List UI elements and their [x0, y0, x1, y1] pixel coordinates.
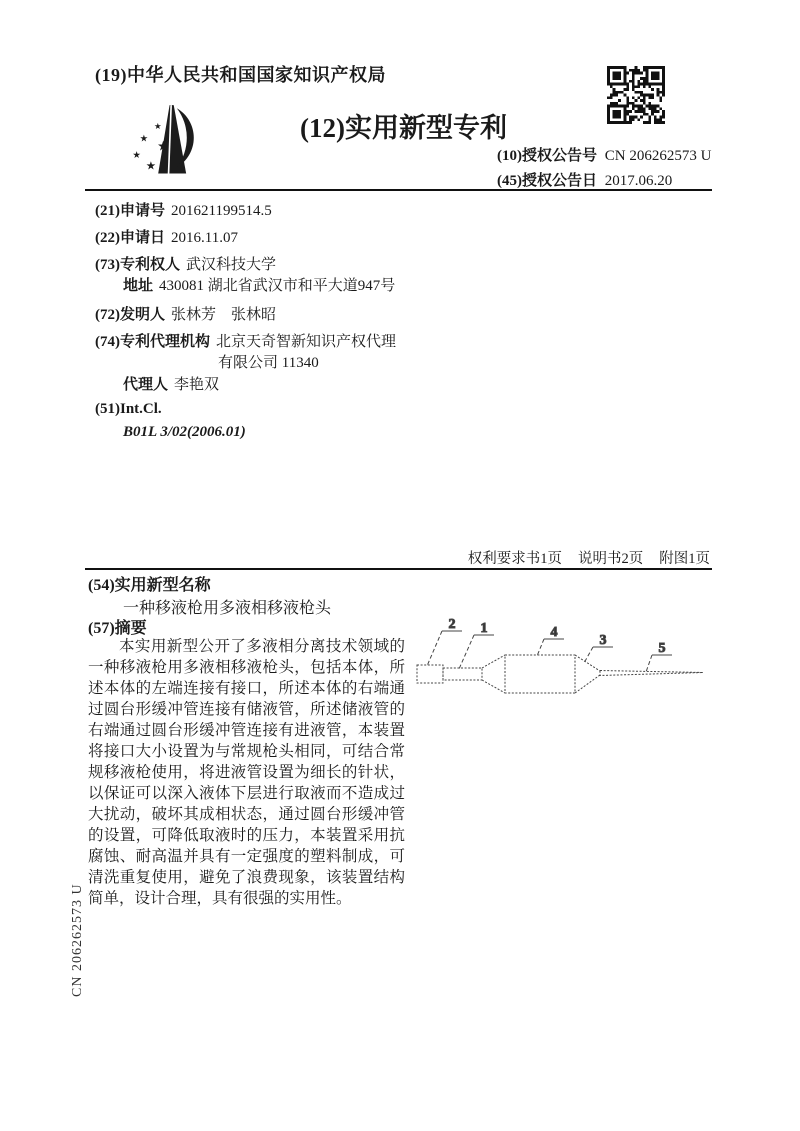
application-date-value: 2016.11.07 — [171, 230, 238, 246]
svg-text:★: ★ — [145, 160, 156, 173]
figure-storage-part — [505, 655, 575, 693]
figure-body-part — [443, 668, 482, 680]
int-cl-row — [95, 401, 168, 418]
int-cl-label: (51)Int.Cl. — [95, 401, 162, 417]
header-divider — [85, 189, 712, 191]
inventors-value: 张林芳 张林昭 — [171, 307, 277, 323]
agency-label: (74)专利代理机构 — [95, 334, 210, 350]
document-parts-summary — [468, 547, 710, 568]
int-cl-value-row — [95, 424, 246, 441]
abstract-label: (57)摘要 — [88, 620, 147, 637]
svg-text:★: ★ — [139, 134, 148, 145]
address-row — [95, 278, 395, 295]
address-label: 地址 — [123, 278, 154, 294]
agency-value: 北京天奇智新知识产权代理 — [216, 334, 397, 350]
application-date-label: (22)申请日 — [95, 230, 165, 246]
drawings-pages: 附图1页 — [659, 551, 710, 567]
document-type-title: (12)实用新型专利 — [300, 113, 507, 143]
agency-cont-row — [95, 355, 319, 372]
inventors-row — [95, 307, 276, 324]
claims-pages: 权利要求书1页 — [467, 551, 562, 567]
sipo-logo-icon — [123, 101, 211, 189]
svg-text:★: ★ — [157, 138, 170, 154]
agent-label: 代理人 — [123, 377, 169, 393]
svg-text:★: ★ — [132, 150, 141, 161]
title-section-label — [88, 572, 211, 595]
publication-block — [497, 144, 777, 194]
agency-row — [95, 334, 396, 351]
application-number-value: 201621199514.5 — [171, 203, 272, 219]
inventors-label: (72)发明人 — [95, 307, 165, 323]
figure-ref-3: 3 — [599, 633, 607, 648]
application-date-row — [95, 230, 238, 247]
side-document-code: CN 206262573 U — [70, 883, 85, 997]
figure-needle-part — [600, 671, 703, 676]
issuing-office: (19)中华人民共和国国家知识产权局 — [95, 65, 386, 85]
publication-number-label: (10)授权公告号 — [497, 148, 597, 164]
agent-row — [95, 377, 219, 394]
publication-number-value: CN 206262573 U — [604, 148, 712, 164]
figure-ref-2: 2 — [448, 617, 456, 632]
patentee-value: 武汉科技大学 — [186, 257, 277, 273]
utility-model-title: 一种移液枪用多液相移液枪头 — [123, 600, 332, 617]
publication-date-value: 2017.06.20 — [604, 173, 673, 189]
patentee-row — [95, 257, 276, 274]
figure-ref-5: 5 — [658, 641, 666, 656]
int-cl-value: B01L 3/02(2006.01) — [123, 424, 246, 440]
address-value: 430081 湖北省武汉市和平大道947号 — [159, 278, 396, 294]
publication-date-label: (45)授权公告日 — [497, 173, 597, 189]
agent-value: 李艳双 — [174, 377, 220, 393]
title-label: (54)实用新型名称 — [88, 577, 211, 594]
abstract-section-label — [88, 615, 147, 638]
abstract-text: 本实用新型公开了多液相分离技术领域的一种移液枪用多液相移液枪头，包括本体，所述本体的左端连接有接口，所述本体的右端通过圆台形缓冲管连接有储液管，所述储液管的右端通过圆台形缓冲管连接有进液管，本装置将接口大小设置为与常规枪头相同，可结合常规移液枪使用，将进液管设置为细长的针状，以保证可以深入液体下层进行取液而不造成过大扰动，破坏其成相状态，通过圆台形缓冲管的设置，可降低取液时的压力，本装置采用抗腐蚀、耐高温并具有一定强度的塑料制成，可清洗重复使用，避免了浪费现象，该装置结构简单，设计合理，具有很强的实用性。 — [88, 638, 405, 907]
patentee-label: (73)专利权人 — [95, 257, 180, 273]
application-number-label: (21)申请号 — [95, 203, 165, 219]
application-number-row — [95, 203, 272, 220]
svg-text:★: ★ — [154, 121, 162, 131]
figure-interface-part — [417, 665, 443, 683]
agency-cont-value: 有限公司 11340 — [218, 355, 319, 371]
patent-figure — [402, 598, 714, 723]
section-divider — [85, 568, 712, 570]
figure-ref-4: 4 — [550, 625, 558, 640]
qr-code — [607, 66, 665, 124]
description-pages: 说明书2页 — [578, 551, 644, 567]
figure-ref-1: 1 — [480, 621, 488, 636]
publication-number-row — [497, 144, 777, 169]
